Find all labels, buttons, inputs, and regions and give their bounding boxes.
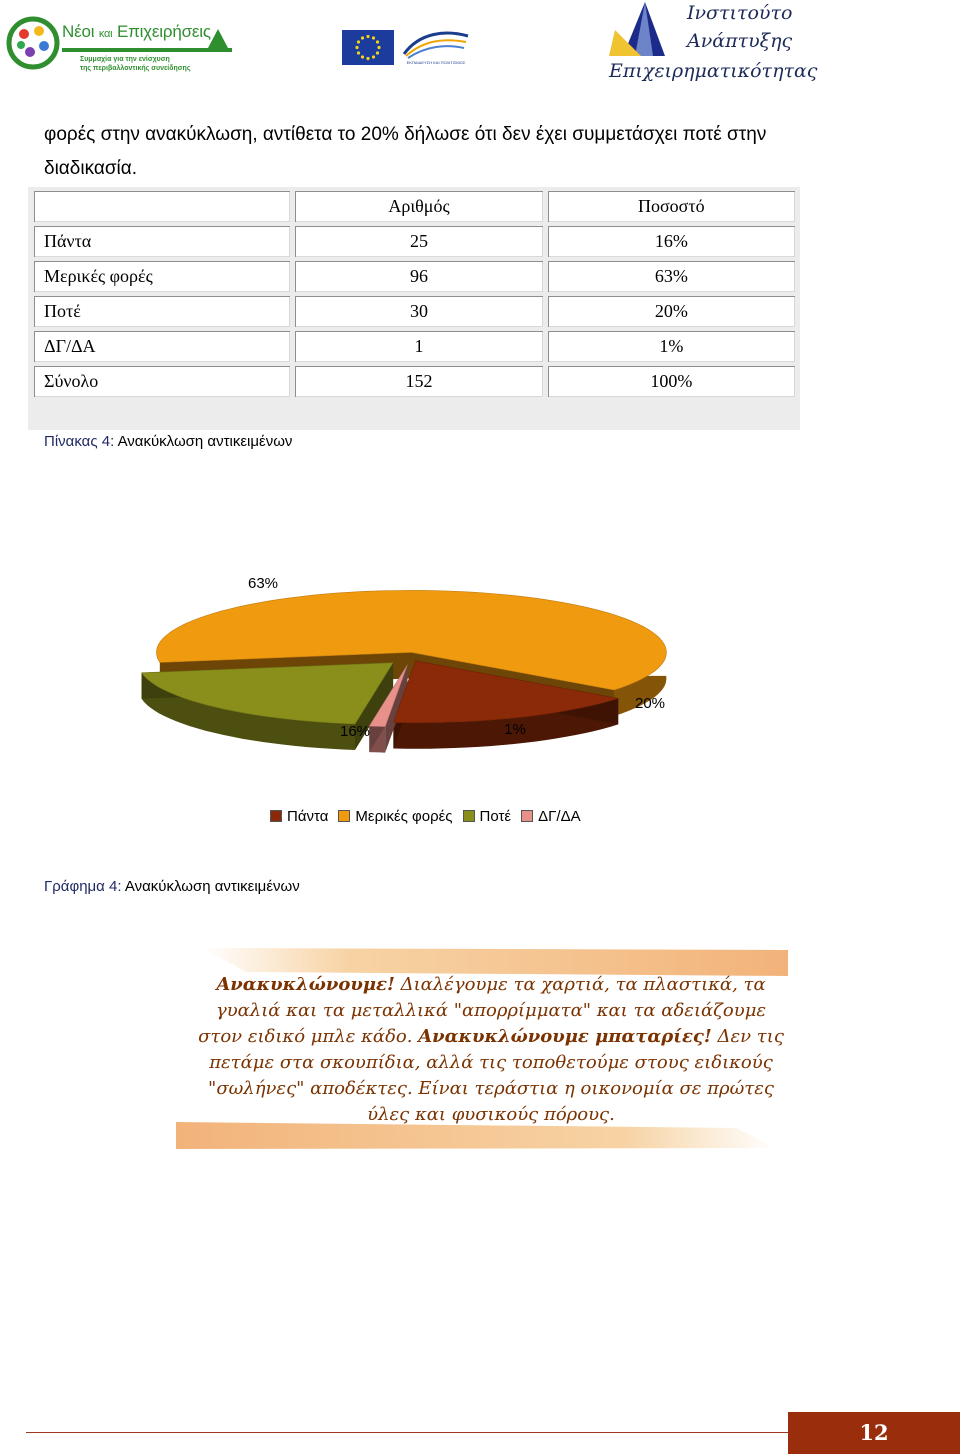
eu-star bbox=[372, 55, 375, 58]
neoi-epixeiriseis-logo bbox=[6, 10, 228, 74]
table-cell: Σύνολο bbox=[34, 366, 290, 397]
eu-star bbox=[376, 40, 379, 43]
table-cell: 96 bbox=[295, 261, 542, 292]
legend-swatch bbox=[463, 810, 475, 822]
legend-item bbox=[270, 808, 328, 825]
education-culture-logo: ΕΚΠΑΙΔΕΥΣΗ ΚΑΙ ΠΟΛΙΤΙΣΜΟΣ bbox=[400, 28, 472, 68]
table-cell: Ποτέ bbox=[34, 296, 290, 327]
eu-star bbox=[361, 36, 364, 39]
eu-star bbox=[357, 40, 360, 43]
logo-subtitle: Συμμαχία για την ενίσχυση της περιβαλλοντικής συνείδησης bbox=[80, 56, 191, 72]
chart-legend bbox=[270, 806, 591, 826]
table-header-cell bbox=[34, 191, 290, 222]
table-cell: 63% bbox=[548, 261, 795, 292]
pie-data-label: 20% bbox=[634, 695, 666, 712]
page-number: 12 bbox=[788, 1412, 960, 1454]
eu-star bbox=[366, 57, 369, 60]
table-row bbox=[34, 226, 795, 257]
table-cell: 1% bbox=[548, 331, 795, 362]
pie-data-label: 1% bbox=[504, 721, 526, 738]
pie-data-label: 63% bbox=[247, 575, 279, 592]
table-cell: 16% bbox=[548, 226, 795, 257]
legend-label: Μερικές φορές bbox=[355, 807, 453, 825]
table-cell: 30 bbox=[295, 296, 542, 327]
recycling-quote: Ανακυκλώνουμε! Διαλέγουμε τα χαρτιά, τα πλαστικά, τα γυαλιά και τα μεταλλικά "απορρίμματα" και τα αδειάζουμε στον ειδικό μπλε κάδο. Ανακυκλώνουμε μπαταρίες! Δεν τις πετάμε στα σκουπίδια, αλλά τις τοποθετούμε στους ειδικούς "σωλήνες" αποδέκτες. Είναι τεράστια η οικονομία σε πρώτες ύλες και φυσικούς πόρους. bbox=[198, 974, 784, 1125]
eu-flag-icon bbox=[342, 30, 394, 65]
table-header-cell: Αριθμός bbox=[295, 191, 542, 222]
chart-caption: Γράφημα 4: Ανακύκλωση αντικειμένων bbox=[44, 878, 300, 895]
table-row bbox=[34, 296, 795, 327]
pie-data-label: 16% bbox=[339, 723, 371, 740]
legend-label: ΔΓ/ΔΑ bbox=[538, 807, 581, 825]
table-cell: 152 bbox=[295, 366, 542, 397]
legend-swatch bbox=[270, 810, 282, 822]
legend-item bbox=[338, 808, 452, 825]
table-grid bbox=[29, 187, 800, 401]
eu-star bbox=[377, 46, 380, 49]
legend-label: Πάντα bbox=[287, 807, 329, 825]
eu-star bbox=[372, 36, 375, 39]
institute-logo: Ινστιτούτο Ανάπτυξης Επιχειρηματικότητας bbox=[605, 0, 775, 90]
recycling-table bbox=[28, 187, 800, 430]
table-cell: Πάντα bbox=[34, 226, 290, 257]
table-header-cell: Ποσοστό bbox=[548, 191, 795, 222]
eu-star bbox=[361, 55, 364, 58]
legend-label: Ποτέ bbox=[479, 807, 512, 825]
legend-item bbox=[463, 808, 512, 825]
recycling-pie-chart bbox=[130, 560, 690, 760]
legend-item bbox=[521, 808, 580, 825]
table-row bbox=[34, 366, 795, 397]
intro-paragraph: φορές στην ανακύκλωση, αντίθετα το 20% δήλωσε ότι δεν έχει συμμετάσχει ποτέ στην διαδικασία. bbox=[44, 124, 767, 179]
eu-star bbox=[376, 51, 379, 54]
logo-title: Νέοι και Επιχειρήσεις bbox=[62, 22, 211, 41]
people-circle-icon bbox=[6, 14, 60, 72]
table-row bbox=[34, 261, 795, 292]
eu-star bbox=[366, 35, 369, 38]
table-header-row bbox=[34, 191, 795, 222]
table-row bbox=[34, 331, 795, 362]
legend-swatch bbox=[521, 810, 533, 822]
legend-swatch bbox=[338, 810, 350, 822]
eu-star bbox=[355, 46, 358, 49]
table-cell: 100% bbox=[548, 366, 795, 397]
table-cell: 20% bbox=[548, 296, 795, 327]
logo-band bbox=[62, 48, 232, 52]
table-cell: Μερικές φορές bbox=[34, 261, 290, 292]
footer-rule bbox=[26, 1432, 788, 1433]
table-caption: Πίνακας 4: Ανακύκλωση αντικειμένων bbox=[44, 433, 293, 450]
eu-star bbox=[357, 51, 360, 54]
table-cell: ΔΓ/ΔΑ bbox=[34, 331, 290, 362]
swoosh-icon bbox=[400, 28, 472, 60]
sail-icon bbox=[605, 0, 685, 60]
table-cell: 1 bbox=[295, 331, 542, 362]
table-cell: 25 bbox=[295, 226, 542, 257]
